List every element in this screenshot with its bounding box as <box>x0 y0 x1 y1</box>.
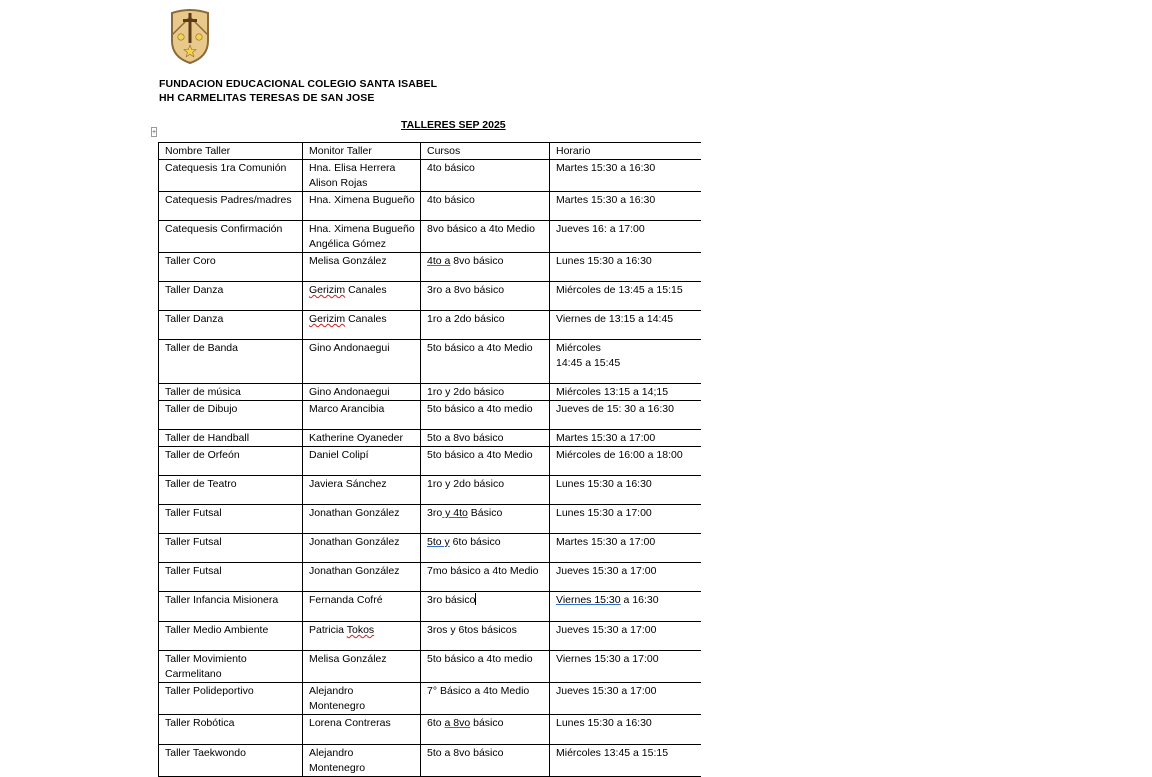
cell-nombre-taller[interactable] <box>159 505 303 534</box>
cell-nombre-taller[interactable] <box>159 401 303 430</box>
table-row <box>159 221 701 253</box>
cell-line: Gerizim Canales <box>309 284 387 296</box>
table-move-handle-icon[interactable]: + <box>152 129 157 136</box>
cell-line: Taller de Banda <box>165 342 238 354</box>
table-row <box>159 384 701 401</box>
cell-line: Lunes 15:30 a 17:00 <box>556 507 652 519</box>
cell-cursos[interactable] <box>421 651 550 683</box>
cell-cursos[interactable] <box>421 447 550 476</box>
cell-line: Hna. Ximena Bugueño <box>309 223 415 235</box>
table-row <box>159 401 701 430</box>
cell-cursos[interactable] <box>421 505 550 534</box>
cell-cursos[interactable] <box>421 160 550 192</box>
cell-line: Taller de Dibujo <box>165 403 238 415</box>
cell-line: 4to básico <box>427 194 475 206</box>
cell-line: Martes 15:30 a 17:00 <box>556 536 656 548</box>
cell-line: Taller Futsal <box>165 565 222 577</box>
cell-line: Viernes de 13:15 a 14:45 <box>556 313 674 325</box>
cell-line: Viernes 15:30 a 17:00 <box>556 653 659 665</box>
cell-cursos[interactable] <box>421 592 550 622</box>
cell-line: Catequesis Confirmación <box>165 223 283 235</box>
workshops-table <box>158 142 701 777</box>
cell-line: Angélica Gómez <box>309 238 387 250</box>
cell-line: Jueves 15:30 a 17:00 <box>556 624 657 636</box>
cell-horario[interactable] <box>550 282 701 311</box>
table-row <box>159 534 701 563</box>
cell-horario[interactable] <box>550 430 701 447</box>
cell-horario[interactable] <box>550 683 701 715</box>
cell-cursos[interactable] <box>421 683 550 715</box>
cell-line: 5to básico a 4to medio <box>427 403 533 415</box>
cell-line: Taller Taekwondo <box>165 747 246 759</box>
cell-horario[interactable] <box>550 221 701 253</box>
table-row <box>159 745 701 777</box>
cell-line: Hna. Elisa Herrera <box>309 162 396 174</box>
cell-monitor-taller[interactable] <box>303 253 421 282</box>
cell-horario[interactable] <box>550 592 701 622</box>
cell-line: Taller de Handball <box>165 432 250 444</box>
cell-monitor-taller[interactable] <box>303 505 421 534</box>
cell-horario[interactable] <box>550 401 701 430</box>
cell-line: Montenegro <box>309 700 366 712</box>
cell-line: Miércoles de 13:45 a 15:15 <box>556 284 683 296</box>
cell-line: 7mo básico a 4to Medio <box>427 565 539 577</box>
cell-line: Daniel Colipí <box>309 449 369 461</box>
cell-horario[interactable] <box>550 340 701 384</box>
cell-nombre-taller[interactable] <box>159 651 303 683</box>
table-row <box>159 683 701 715</box>
cell-monitor-taller[interactable] <box>303 715 421 745</box>
cell-monitor-taller[interactable] <box>303 476 421 505</box>
cell-line: Melisa González <box>309 653 387 665</box>
cell-nombre-taller[interactable] <box>159 192 303 221</box>
cell-line: 5to a 8vo básico <box>427 747 504 759</box>
cell-line: 4to a 8vo básico <box>427 255 504 267</box>
cell-line: Taller Robótica <box>165 717 235 729</box>
cell-line: Lorena Contreras <box>309 717 391 729</box>
cell-line: 6to a 8vo básico <box>427 717 504 729</box>
organization-header <box>159 77 437 105</box>
cell-horario[interactable] <box>550 447 701 476</box>
table-row <box>159 253 701 282</box>
cell-monitor-taller[interactable] <box>303 622 421 651</box>
cell-line: 14:45 a 15:45 <box>556 357 621 369</box>
cell-line: 3ros y 6tos básicos <box>427 624 517 636</box>
cell-nombre-taller[interactable] <box>159 221 303 253</box>
cell-line: Jueves 15:30 a 17:00 <box>556 685 657 697</box>
cell-line: Alison Rojas <box>309 177 368 189</box>
cell-line: Miércoles 13:15 a 14;15 <box>556 386 669 398</box>
cell-horario[interactable] <box>550 534 701 563</box>
cell-line: Martes 15:30 a 17:00 <box>556 432 656 444</box>
header-monitor-taller[interactable]: Monitor Taller <box>303 143 421 160</box>
cell-nombre-taller[interactable] <box>159 476 303 505</box>
organization-subtitle: HH CARMELITAS TERESAS DE SAN JOSE <box>159 92 375 104</box>
cell-line: 1ro y 2do básico <box>427 478 505 490</box>
table-row <box>159 715 701 745</box>
cell-cursos[interactable] <box>421 622 550 651</box>
cell-line: Miércoles <box>556 342 601 354</box>
cell-line: Lunes 15:30 a 16:30 <box>556 255 652 267</box>
cell-nombre-taller[interactable] <box>159 715 303 745</box>
cell-monitor-taller[interactable] <box>303 384 421 401</box>
cell-nombre-taller[interactable] <box>159 563 303 592</box>
cell-line: Javiera Sánchez <box>309 478 387 490</box>
table-row <box>159 282 701 311</box>
cell-line: Jueves de 15: 30 a 16:30 <box>556 403 674 415</box>
header-cursos[interactable]: Cursos <box>421 143 550 160</box>
cell-cursos[interactable] <box>421 384 550 401</box>
cell-cursos[interactable] <box>421 534 550 563</box>
cell-cursos[interactable] <box>421 715 550 745</box>
cell-line: Montenegro <box>309 762 366 774</box>
cell-nombre-taller[interactable] <box>159 622 303 651</box>
cell-horario[interactable] <box>550 253 701 282</box>
cell-line: 1ro y 2do básico <box>427 386 505 398</box>
table-row <box>159 160 701 192</box>
cell-line: 7° Básico a 4to Medio <box>427 685 530 697</box>
cell-horario[interactable] <box>550 192 701 221</box>
cell-cursos[interactable] <box>421 401 550 430</box>
cell-line: Viernes 15:30 a 16:30 <box>556 594 659 606</box>
cell-horario[interactable] <box>550 622 701 651</box>
cell-nombre-taller[interactable] <box>159 340 303 384</box>
cell-cursos[interactable] <box>421 253 550 282</box>
table-row <box>159 505 701 534</box>
cell-monitor-taller[interactable] <box>303 447 421 476</box>
cell-monitor-taller[interactable] <box>303 192 421 221</box>
cell-line: Taller de música <box>165 386 241 398</box>
cell-line: Taller Movimiento <box>165 653 247 665</box>
cell-monitor-taller[interactable] <box>303 311 421 340</box>
cell-line: 3ro básico <box>427 594 476 606</box>
cell-line: Taller Coro <box>165 255 216 267</box>
cell-nombre-taller[interactable] <box>159 683 303 715</box>
cell-monitor-taller[interactable] <box>303 563 421 592</box>
cell-line: Taller Futsal <box>165 507 222 519</box>
cell-line: Jueves 16: a 17:00 <box>556 223 645 235</box>
cell-line: Gino Andonaegui <box>309 386 390 398</box>
cell-line: 1ro a 2do básico <box>427 313 505 325</box>
cell-line: Lunes 15:30 a 16:30 <box>556 717 652 729</box>
cell-horario[interactable] <box>550 505 701 534</box>
cell-line: Lunes 15:30 a 16:30 <box>556 478 652 490</box>
cell-monitor-taller[interactable] <box>303 651 421 683</box>
cell-monitor-taller[interactable] <box>303 160 421 192</box>
carmelite-emblem-logo <box>168 7 212 63</box>
cell-line: Jueves 15:30 a 17:00 <box>556 565 657 577</box>
cell-line: Alejandro <box>309 685 354 697</box>
cell-line: 3ro y 4to Básico <box>427 507 503 519</box>
cell-line: Taller Medio Ambiente <box>165 624 269 636</box>
cell-horario[interactable] <box>550 745 701 777</box>
cell-monitor-taller[interactable] <box>303 430 421 447</box>
cell-line: Miércoles de 16:00 a 18:00 <box>556 449 683 461</box>
cell-line: Marco Arancibia <box>309 403 385 415</box>
cell-horario[interactable] <box>550 476 701 505</box>
cell-nombre-taller[interactable] <box>159 534 303 563</box>
cell-line: Melisa González <box>309 255 387 267</box>
cell-cursos[interactable] <box>421 745 550 777</box>
cell-line: Gerizim Canales <box>309 313 387 325</box>
cell-line: Miércoles 13:45 a 15:15 <box>556 747 669 759</box>
cell-line: Alejandro <box>309 747 354 759</box>
cell-horario[interactable] <box>550 384 701 401</box>
cell-monitor-taller[interactable] <box>303 683 421 715</box>
cell-line: 3ro a 8vo básico <box>427 284 505 296</box>
cell-line: Taller Futsal <box>165 536 222 548</box>
cell-cursos[interactable] <box>421 340 550 384</box>
cell-monitor-taller[interactable] <box>303 592 421 622</box>
cell-nombre-taller[interactable] <box>159 384 303 401</box>
cell-line: Jonathan González <box>309 536 400 548</box>
cell-line: 4to básico <box>427 162 475 174</box>
table-row <box>159 592 701 622</box>
table-row <box>159 192 701 221</box>
cell-horario[interactable] <box>550 651 701 683</box>
cell-monitor-taller[interactable] <box>303 221 421 253</box>
cell-line: 5to básico a 4to Medio <box>427 342 533 354</box>
cell-nombre-taller[interactable] <box>159 430 303 447</box>
cell-line: Catequesis Padres/madres <box>165 194 292 206</box>
cell-line: Taller Danza <box>165 313 224 325</box>
cell-line: Fernanda Cofré <box>309 594 383 606</box>
cell-line: Taller Polideportivo <box>165 685 254 697</box>
cell-line: 8vo básico a 4to Medio <box>427 223 535 235</box>
cell-monitor-taller[interactable] <box>303 401 421 430</box>
cell-cursos[interactable] <box>421 476 550 505</box>
cell-cursos[interactable] <box>421 192 550 221</box>
table-header-row <box>159 143 701 160</box>
cell-line: Catequesis 1ra Comunión <box>165 162 287 174</box>
cell-cursos[interactable] <box>421 282 550 311</box>
table-row <box>159 622 701 651</box>
organization-name: FUNDACION EDUCACIONAL COLEGIO SANTA ISABEL <box>159 78 438 90</box>
cell-line: Taller de Orfeón <box>165 449 240 461</box>
cell-nombre-taller[interactable] <box>159 592 303 622</box>
cell-monitor-taller[interactable] <box>303 534 421 563</box>
cell-monitor-taller[interactable] <box>303 340 421 384</box>
cell-line: Martes 15:30 a 16:30 <box>556 162 656 174</box>
cell-line: Gino Andonaegui <box>309 342 390 354</box>
cell-horario[interactable] <box>550 715 701 745</box>
header-nombre-taller[interactable]: Nombre Taller <box>159 143 303 160</box>
cell-line: Jonathan González <box>309 507 400 519</box>
cell-line: 5to y 6to básico <box>427 536 501 548</box>
cell-nombre-taller[interactable] <box>159 447 303 476</box>
table-row <box>159 563 701 592</box>
table-row <box>159 311 701 340</box>
cell-horario[interactable] <box>550 563 701 592</box>
table-row <box>159 476 701 505</box>
cell-nombre-taller[interactable] <box>159 253 303 282</box>
cell-line: Martes 15:30 a 16:30 <box>556 194 656 206</box>
document-title: TALLERES SEP 2025 <box>401 119 506 131</box>
cell-monitor-taller[interactable] <box>303 282 421 311</box>
cell-line: Jonathan González <box>309 565 400 577</box>
table-row <box>159 340 701 384</box>
cell-line: 5to a 8vo básico <box>427 432 504 444</box>
cell-cursos[interactable] <box>421 430 550 447</box>
cell-line: 5to básico a 4to medio <box>427 653 533 665</box>
cell-horario[interactable] <box>550 311 701 340</box>
cell-horario[interactable] <box>550 160 701 192</box>
table-row <box>159 430 701 447</box>
cell-line: Taller Infancia Misionera <box>165 594 279 606</box>
cell-cursos[interactable] <box>421 221 550 253</box>
cell-line: Patricia Tokos <box>309 624 375 636</box>
cell-nombre-taller[interactable] <box>159 311 303 340</box>
cell-cursos[interactable] <box>421 563 550 592</box>
text-cursor <box>475 593 476 605</box>
table-row <box>159 651 701 683</box>
cell-line: Taller de Teatro <box>165 478 237 490</box>
header-horario[interactable]: Horario <box>550 143 701 160</box>
table-row <box>159 447 701 476</box>
cell-cursos[interactable] <box>421 311 550 340</box>
cell-line: 5to básico a 4to Medio <box>427 449 533 461</box>
cell-nombre-taller[interactable] <box>159 745 303 777</box>
cell-nombre-taller[interactable] <box>159 282 303 311</box>
cell-line: Katherine Oyaneder <box>309 432 403 444</box>
cell-line: Hna. Ximena Bugueño <box>309 194 415 206</box>
cell-line: Taller Danza <box>165 284 224 296</box>
cell-line: Carmelitano <box>165 668 222 680</box>
cell-monitor-taller[interactable] <box>303 745 421 777</box>
workshops-table-body <box>159 143 701 777</box>
cell-nombre-taller[interactable] <box>159 160 303 192</box>
